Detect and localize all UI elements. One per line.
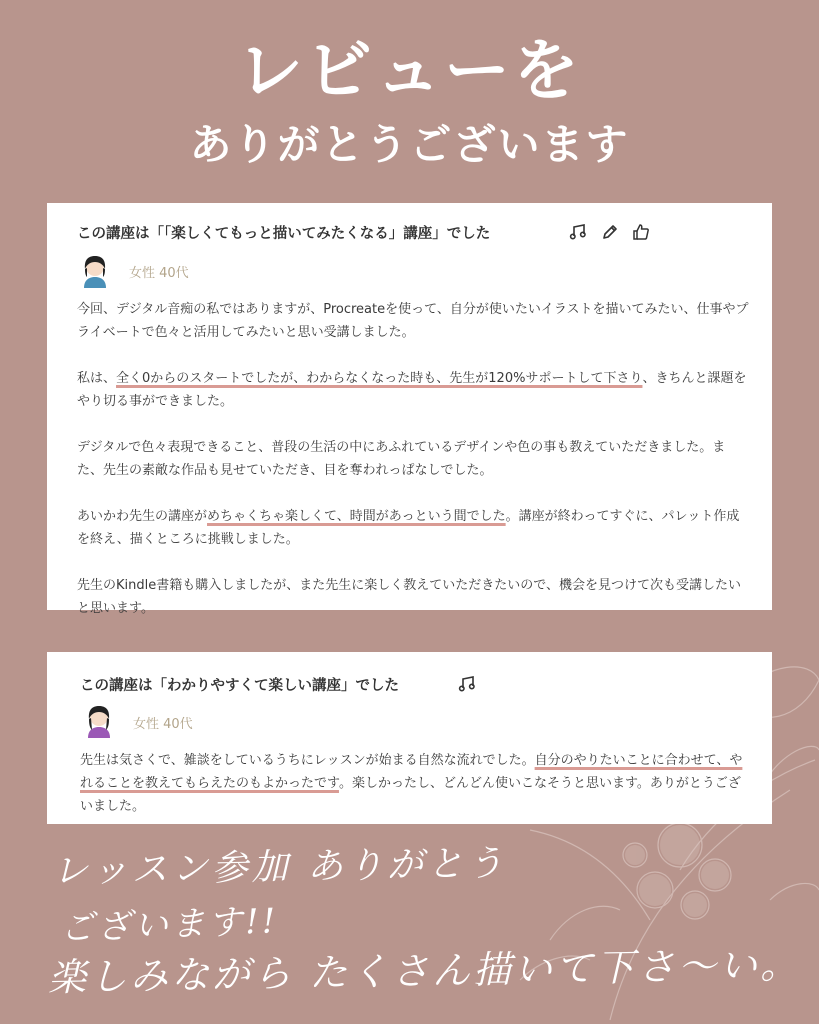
avatar xyxy=(81,254,109,288)
handwritten-message-line: 楽しみながら たくさん描いて下さ〜い。 xyxy=(47,942,802,1000)
review-body xyxy=(80,749,752,818)
music-note-icon xyxy=(458,675,476,693)
review-paragraph: デジタルで色々表現できること、普段の生活の中にあふれているデザインや色の事も教えていただきました。また、先生の素敵な作品も見せていただき、目を奪われっぱなしでした。 xyxy=(77,440,726,478)
reviewer-meta: 女性 40代 xyxy=(133,717,193,732)
review-paragraph: 今回、デジタル音痴の私ではありますが、Procreateを使って、自分が使いたいイラストを描いてみたい、仕事やプライベートで色々と活用してみたいと思い受講しました。 xyxy=(77,302,749,340)
review-paragraph: 先生は気さくで、雑談をしているうちにレッスンが始まる自然な流れでした。自分のやりたいことに合わせて、やれることを教えてもらえたのもよかったです。楽しかったし、どんどん使いこなそうと思います。ありがとうございました。 xyxy=(80,753,743,814)
review-paragraph: 私は、全く0からのスタートでしたが、わからなくなった時も、先生が120%サポートして下さり、きちんと課題をやり切る事ができました。 xyxy=(77,371,747,409)
highlighted-text: 自分のやりたいことに合わせて、やれることを教えてもらえたのもよかったです xyxy=(80,753,743,791)
music-note-icon xyxy=(569,223,587,241)
thumbs-up-icon[interactable] xyxy=(632,223,650,241)
review-card xyxy=(47,652,772,824)
review-card xyxy=(47,203,772,616)
review-body xyxy=(77,298,749,620)
handwritten-message-line: ございます!! xyxy=(59,901,279,949)
hero-title: レビューを xyxy=(237,32,582,109)
review-title: この講座は「「楽しくてもっと描いてみたくなる」講座」でした xyxy=(77,226,491,242)
review-paragraph: 先生のKindle書籍も購入しましたが、また先生に楽しく教えていただきたいので、機会を見つけて次も受講したいと思います。 xyxy=(77,578,741,616)
review-title: この講座は「わかりやすくて楽しい講座」でした xyxy=(80,678,399,694)
pencil-icon[interactable] xyxy=(601,223,619,241)
avatar xyxy=(85,704,113,738)
highlighted-text: 全く0からのスタートでしたが、わからなくなった時も、先生が120%サポートして下さり xyxy=(116,371,643,386)
handwritten-message-line: レッスン参加 ありがとう xyxy=(51,843,508,892)
review-paragraph: あいかわ先生の講座がめちゃくちゃ楽しくて、時間があっという間でした。講座が終わってすぐに、パレット作成を終え、描くところに挑戦しました。 xyxy=(77,509,740,547)
highlighted-text: めちゃくちゃ楽しくて、時間があっという間でした xyxy=(207,509,506,524)
reviewer-meta: 女性 40代 xyxy=(129,266,189,281)
hero-subtitle: ありがとうございます xyxy=(189,120,630,169)
